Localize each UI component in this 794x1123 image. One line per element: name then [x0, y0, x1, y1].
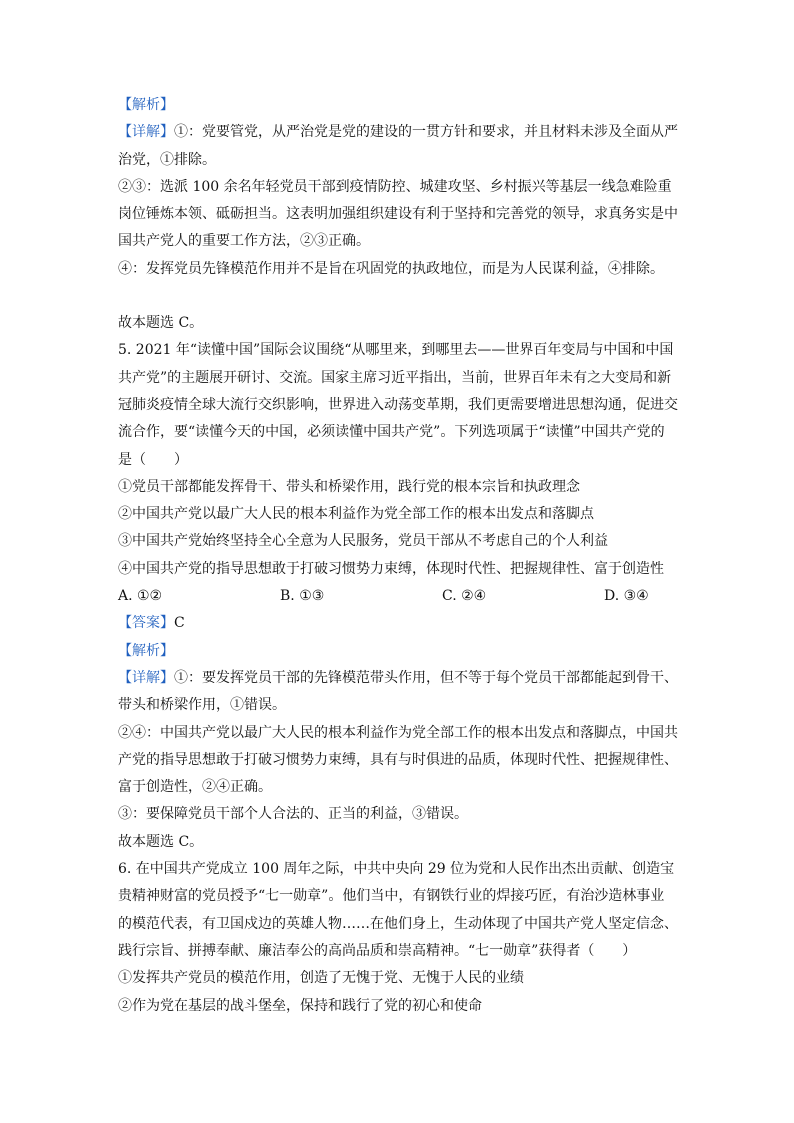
detail-paragraph	[118, 119, 678, 174]
option-a: A. ①②	[118, 588, 163, 605]
statement-item: ②中国共产党以最广大人民的根本利益作为党全部工作的根本出发点和落脚点	[118, 506, 594, 523]
statement-item: ①党员干部都能发挥骨干、带头和桥梁作用，践行党的根本宗旨和执政理念	[118, 478, 580, 495]
statement-item: ④中国共产党的指导思想敢于打破习惯势力束缚，体现时代性、把握规律性、富于创造性	[118, 560, 664, 577]
detail-tag: 【详解】	[118, 124, 174, 141]
detail-paragraph	[118, 665, 678, 720]
option-b: B. ①③	[280, 588, 325, 605]
answer-tag: 【答案】	[118, 615, 174, 632]
analysis-paragraph: ②③：选派 100 余名年轻党员干部到疫情防控、城建攻坚、乡村振兴等基层一线急难险重岗位锤炼本领、砥砺担当。这表明加强组织建设有利于坚持和完善党的领导，求真务实是中国共产党人的重要工作方法，②③正确。	[118, 178, 678, 250]
spacer	[118, 283, 678, 310]
analysis-heading	[118, 638, 678, 665]
option-c: C. ②④	[442, 588, 487, 605]
analysis-paragraph: ②④：中国共产党以最广大人民的根本利益作为党全部工作的根本出发点和落脚点，中国共产党的指导思想敢于打破习惯势力束缚，具有与时俱进的品质，体现时代性、把握规律性、富于创造性，②④正确。	[118, 724, 678, 796]
document-page	[118, 92, 678, 1020]
statement-item: ①发挥共产党员的模范作用，创造了无愧于党、无愧于人民的业绩	[118, 970, 524, 987]
detail-tag: 【详解】	[118, 669, 174, 686]
conclusion: 故本题选 C。	[118, 315, 204, 332]
analysis-tag: 【解析】	[118, 642, 174, 659]
analysis-tag: 【解析】	[118, 97, 174, 113]
statement-item: ②作为党在基层的战斗堡垒，保持和践行了党的初心和使命	[118, 997, 482, 1014]
answer-line	[118, 610, 678, 637]
analysis-paragraph: ④：发挥党员先锋模范作用并不是旨在巩固党的执政地位，而是为人民谋利益，④排除。	[118, 260, 664, 277]
question-stem: 5. 2021 年“读懂中国”国际会议围绕“从哪里来，到哪里去——世界百年变局与中国和中国共产党”的主题展开研讨、交流。国家主席习近平指出，当前，世界百年未有之大变局和新冠肺炎疫情全球大流行交织影响，世界进入动荡变革期，我们更需要增进思想沟通，促进交流合作，要“读懂今天的中国，必须读懂中国共产党”。下列选项属于“读懂”中国共产党的是（ ）	[118, 342, 678, 468]
statement-item: ③中国共产党始终坚持全心全意为人民服务，党员干部从不考虑自己的个人利益	[118, 533, 608, 550]
question-stem: 6. 在中国共产党成立 100 周年之际，中共中央向 29 位为党和人民作出杰出贡献、创造宝贵精神财富的党员授予“七一勋章”。他们当中，有钢铁行业的焊接巧匠，有治沙造林事业的模范代表，有卫国戍边的英雄人物……在他们身上，生动体现了中国共产党人坚定信念、践行宗旨、拼搏奉献、廉洁奉公的高尚品质和崇高精神。“七一勋章”获得者（ ）	[118, 861, 678, 959]
analysis-paragraph: ③：要保障党员干部个人合法的、正当的利益，③错误。	[118, 806, 468, 823]
conclusion: 故本题选 C。	[118, 833, 204, 850]
detail-text: ①：党要管党，从严治党是党的建设的一贯方针和要求，并且材料未涉及全面从严治党，①排除。	[118, 124, 678, 168]
detail-text: ①：要发挥党员干部的先锋模范带头作用，但不等于每个党员干部都能起到骨干、带头和桥梁作用，①错误。	[118, 669, 678, 714]
option-d: D. ③④	[604, 588, 649, 605]
answer-options	[118, 583, 678, 610]
analysis-heading	[118, 92, 678, 119]
answer-value: C	[174, 615, 185, 632]
